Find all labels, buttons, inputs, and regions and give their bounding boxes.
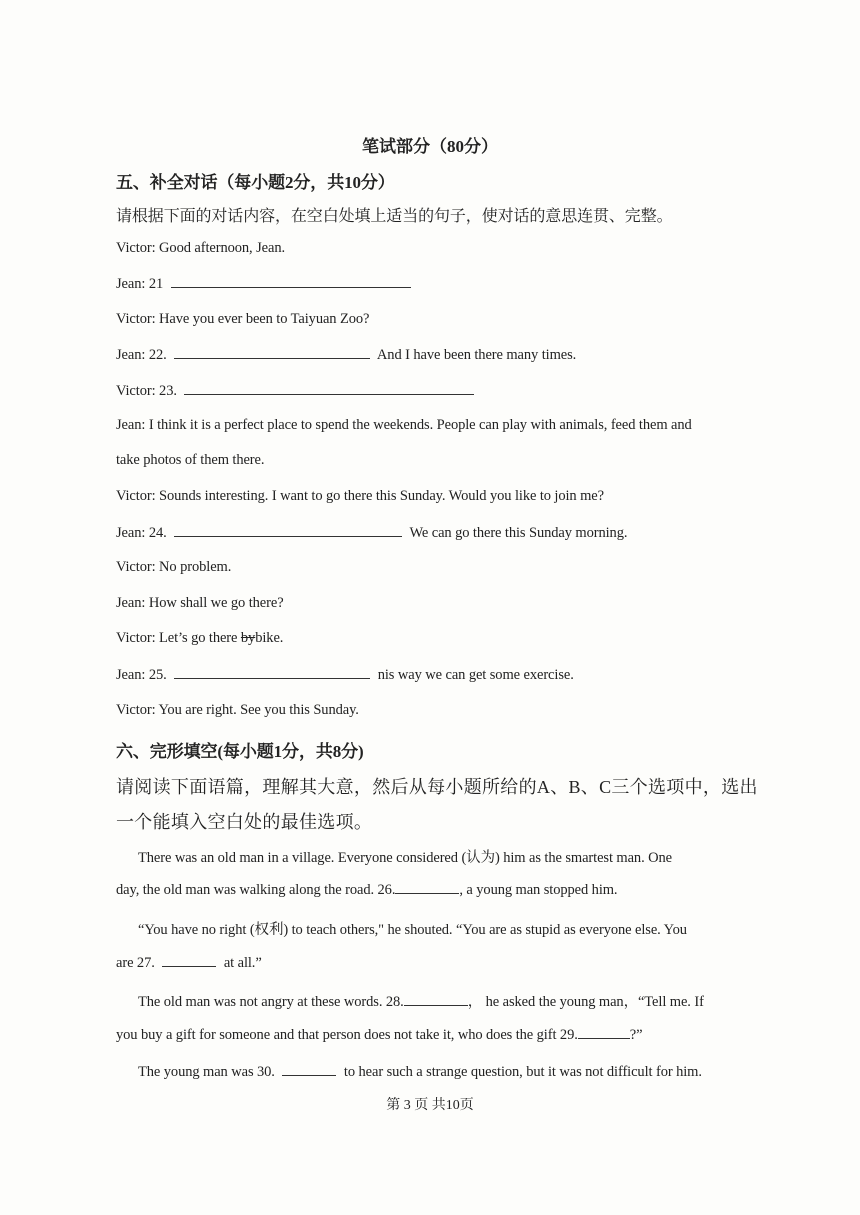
section-6-instruction-line-2: 一个能填入空白处的最佳选项。 xyxy=(116,812,373,832)
passage-text: The young man was 30. xyxy=(138,1064,275,1080)
dialogue-line xyxy=(116,417,692,434)
speaker: Victor: xyxy=(116,240,156,256)
utterance: I think it is a perfect place to spend the weekends. People can play with animals, feed them and xyxy=(148,417,692,433)
passage-line xyxy=(138,990,704,1011)
answer-blank[interactable] xyxy=(171,275,411,288)
speaker: Victor: xyxy=(116,630,156,646)
section-6-heading: 六、完形填空(每小题1分，共8分) xyxy=(116,742,364,761)
dialogue-line xyxy=(116,702,359,719)
passage-text: at all.” xyxy=(223,955,262,971)
dialogue-line xyxy=(116,524,627,542)
speaker: Jean: xyxy=(116,347,146,363)
answer-blank[interactable] xyxy=(404,993,468,1006)
utterance: We can go there this Sunday morning. xyxy=(409,525,628,541)
speaker: Jean: xyxy=(116,525,146,541)
passage-text: ?” xyxy=(629,1027,643,1043)
utterance: nis way we can get some exercise. xyxy=(377,667,574,683)
speaker: Victor: xyxy=(116,702,156,718)
question-number: 25. xyxy=(148,667,167,683)
speaker: Victor: xyxy=(116,311,156,327)
struck-out-word: by xyxy=(240,630,256,646)
passage-text: The old man was not angry at these words. 28. xyxy=(138,994,404,1010)
section-5-heading: 五、补全对话（每小题2分，共10分） xyxy=(116,173,395,192)
answer-blank[interactable] xyxy=(395,881,459,894)
dialogue-line xyxy=(116,630,283,647)
speaker: Victor: xyxy=(116,488,156,504)
question-number: 23. xyxy=(159,383,177,399)
passage-text: to hear such a strange question, but it was not difficult for him. xyxy=(343,1064,702,1080)
speaker: Jean: xyxy=(116,595,146,611)
dialogue-line xyxy=(116,382,478,400)
passage-line: There was an old man in a village. Everyone considered (认为) him as the smartest man. One xyxy=(138,850,672,866)
page-footer: 第 3 页 共10页 xyxy=(386,1098,474,1113)
passage-line: “You have no right (权利) to teach others," he shouted. “You are as stupid as everyone else. You xyxy=(138,922,687,938)
utterance: How shall we go there? xyxy=(148,595,284,611)
passage-text: , a young man stopped him. xyxy=(459,882,618,898)
passage-text: are 27. xyxy=(116,955,155,971)
passage-line xyxy=(138,1063,702,1081)
passage-text: ， he asked the young man，“Tell me. If xyxy=(467,994,704,1010)
answer-blank[interactable] xyxy=(174,346,370,359)
speaker: Victor: xyxy=(116,383,156,399)
question-number: 21 xyxy=(148,276,164,292)
dialogue-line-continued xyxy=(116,452,264,469)
passage-line xyxy=(116,954,262,972)
utterance: Sounds interesting. I want to go there this Sunday. Would you like to join me? xyxy=(159,488,604,504)
question-number: 24. xyxy=(148,525,167,541)
passage-line xyxy=(116,881,617,899)
utterance: Good afternoon, Jean. xyxy=(159,240,285,256)
question-number: 22. xyxy=(148,347,167,363)
page-title: 笔试部分（80分） xyxy=(362,137,498,156)
dialogue-line xyxy=(116,311,369,328)
speaker: Jean: xyxy=(116,417,146,433)
answer-blank[interactable] xyxy=(174,524,402,537)
utterance: And I have been there many times. xyxy=(376,347,577,363)
answer-blank[interactable] xyxy=(184,382,474,395)
dialogue-line xyxy=(116,595,284,612)
answer-blank[interactable] xyxy=(174,666,370,679)
section-5-instruction: 请根据下面的对话内容，在空白处填上适当的句子，使对话的意思连贯、完整。 xyxy=(116,208,673,225)
speaker: Victor: xyxy=(116,559,156,575)
utterance: No problem. xyxy=(159,559,232,575)
answer-blank[interactable] xyxy=(578,1026,630,1039)
speaker: Jean: xyxy=(116,667,146,683)
passage-line xyxy=(116,1026,642,1044)
dialogue-line xyxy=(116,488,604,505)
answer-blank[interactable] xyxy=(282,1063,336,1076)
dialogue-line xyxy=(116,240,285,257)
dialogue-line xyxy=(116,346,576,364)
utterance: take photos of them there. xyxy=(116,452,265,468)
answer-blank[interactable] xyxy=(162,954,216,967)
speaker: Jean: xyxy=(116,276,146,292)
section-6-instruction-line-1: 请阅读下面语篇，理解其大意，然后从每小题所给的A、B、C三个选项中，选出 xyxy=(116,777,758,797)
utterance: Have you ever been to Taiyuan Zoo? xyxy=(159,311,370,327)
utterance: You are right. See you this Sunday. xyxy=(158,702,359,718)
passage-text: you buy a gift for someone and that person does not take it, who does the gift 29. xyxy=(116,1027,578,1043)
utterance: bike. xyxy=(255,630,284,646)
utterance: Let’s go there xyxy=(159,630,238,646)
passage-text: day, the old man was walking along the road. 26. xyxy=(116,882,396,898)
dialogue-line xyxy=(116,559,231,576)
dialogue-line xyxy=(116,275,415,293)
dialogue-line xyxy=(116,666,574,684)
